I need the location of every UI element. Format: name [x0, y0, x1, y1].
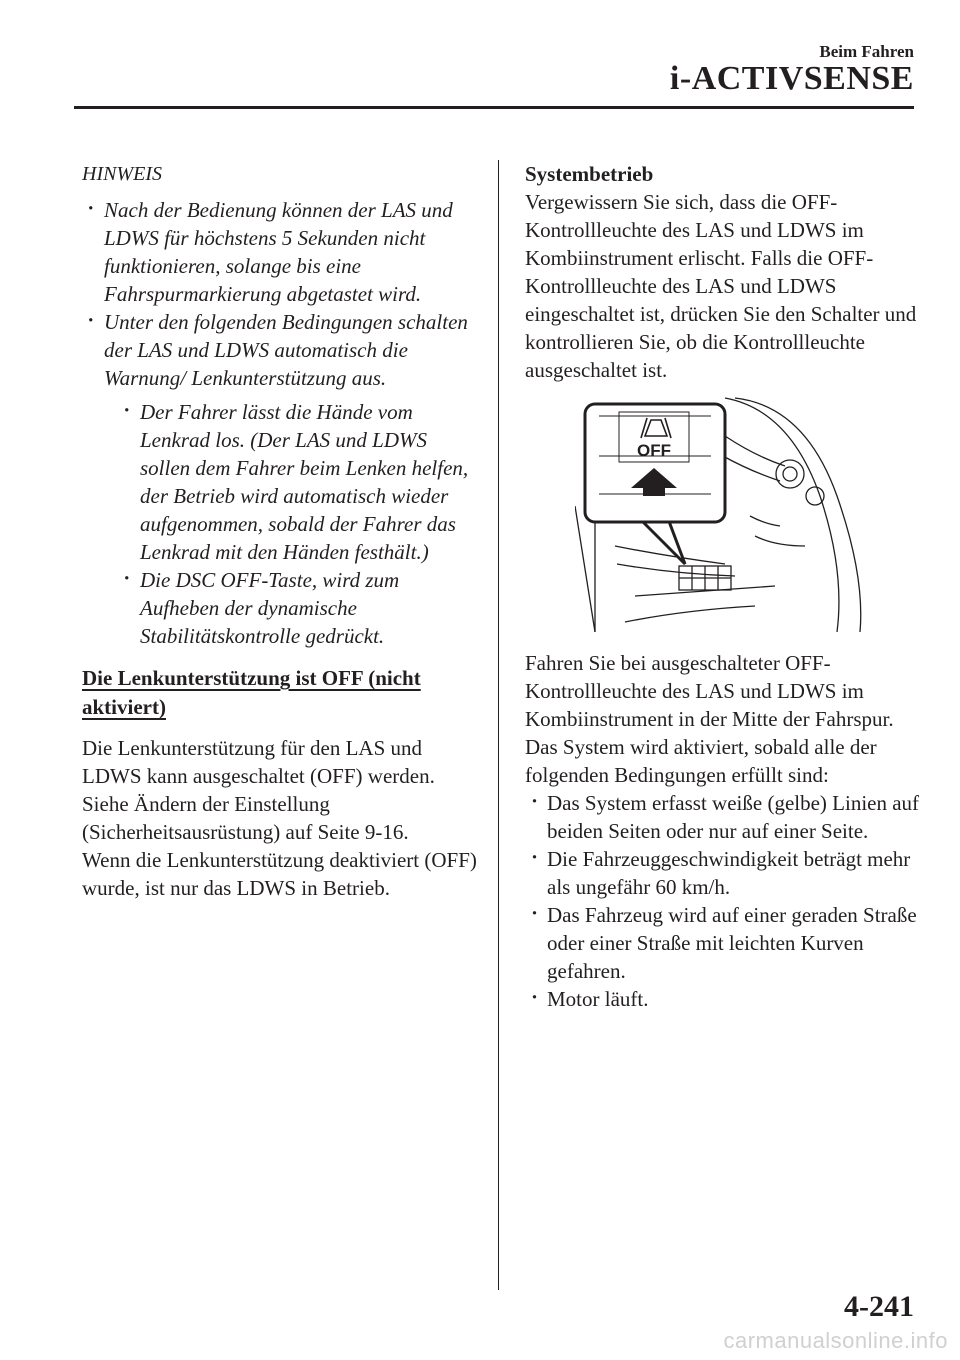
- watermark: carmanualsonline.info: [723, 1328, 948, 1353]
- note-heading: HINWEIS: [82, 163, 162, 185]
- note-item-text: Nach der Bedienung können der LAS und LDWS für höchstens 5 Sekunden nicht funktionieren, solange bis eine Fahrspurmarkierung abgetastet wird.: [104, 198, 453, 306]
- note-subitem-text: Die DSC OFF-Taste, wird zum Aufheben der dynamische Stabilitätskontrolle gedrückt.: [140, 568, 400, 648]
- note-sublist: [104, 398, 477, 650]
- header-title: i-ACTIVSENSE: [669, 60, 914, 97]
- header-rule: [74, 106, 914, 109]
- note-item-text: Unter den folgenden Bedingungen schalten der LAS und LDWS automatisch die Warnung/ Lenkunterstützung aus.: [104, 310, 468, 390]
- page-number: 4-241: [844, 1290, 914, 1323]
- subsection-heading: Systembetrieb: [525, 162, 654, 186]
- paragraph: Das System wird aktiviert, sobald alle der folgenden Bedingungen erfüllt sind:: [525, 735, 877, 787]
- condition-list: [525, 789, 920, 1013]
- section-heading: [82, 664, 477, 722]
- paragraph: Die Lenkunterstützung für den LAS und LDWS kann ausgeschaltet (OFF) werden. Siehe Ändern der Einstellung (Sicherheitsausrüstung) auf Seite 9-16.: [82, 736, 435, 844]
- condition-text: Die Fahrzeuggeschwindigkeit beträgt mehr als ungefähr 60 km/h.: [547, 847, 911, 899]
- paragraph: Wenn die Lenkunterstützung deaktiviert (OFF) wurde, ist nur das LDWS in Betrieb.: [82, 848, 477, 900]
- note-list: [82, 196, 477, 650]
- condition-item: [525, 901, 920, 985]
- header-section-label: Beim Fahren: [819, 42, 914, 61]
- condition-item: [525, 845, 920, 901]
- condition-item: [525, 985, 920, 1013]
- steering-switch-illustration: [575, 396, 875, 632]
- condition-text: Motor läuft.: [547, 987, 649, 1011]
- note-subitem-text: Der Fahrer lässt die Hände vom Lenkrad los. (Der LAS und LDWS sollen dem Fahrer beim Lenken helfen, der Betrieb wird automatisch wieder aufgenommen, sobald der Fahrer das Lenkrad mit den Händen festhält.): [140, 400, 469, 564]
- section-heading-text: Die Lenkunterstützung ist OFF (nicht aktiviert): [82, 666, 421, 719]
- condition-text: Das System erfasst weiße (gelbe) Linien auf beiden Seiten oder nur auf einer Seite.: [547, 791, 920, 843]
- note-subitem: [118, 398, 477, 566]
- paragraph: Fahren Sie bei ausgeschalteter OFF-Kontrollleuchte des LAS und LDWS im Kombiinstrument in der Mitte der Fahrspur.: [525, 651, 894, 731]
- right-column: [525, 160, 920, 1013]
- column-divider: [498, 160, 499, 1290]
- note-item: [82, 196, 477, 308]
- note-item: [82, 308, 477, 650]
- off-switch-label: OFF: [637, 441, 671, 460]
- note-subitem: [118, 566, 477, 650]
- left-column: [82, 160, 477, 902]
- condition-item: [525, 789, 920, 845]
- condition-text: Das Fahrzeug wird auf einer geraden Straße oder einer Straße mit leichten Kurven gefahren.: [547, 903, 917, 983]
- paragraph: Vergewissern Sie sich, dass die OFF-Kontrollleuchte des LAS und LDWS im Kombiinstrument erlischt. Falls die OFF-Kontrollleuchte des LAS und LDWS eingeschaltet ist, drücken Sie den Schalter und kontrollieren Sie, ob die Kontrollleuchte ausgeschaltet ist.: [525, 190, 917, 382]
